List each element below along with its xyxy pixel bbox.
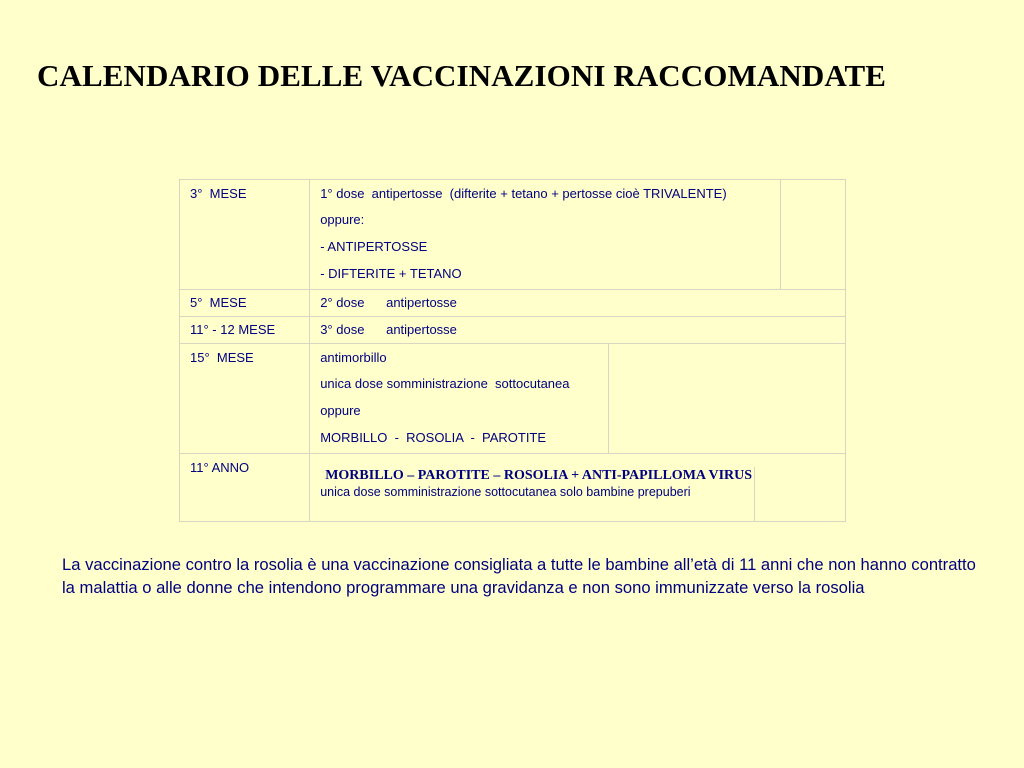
age-cell <box>180 290 310 317</box>
description-cell <box>310 180 781 290</box>
age-cell <box>180 344 310 454</box>
rubella-note: La vaccinazione contro la rosolia è una vaccinazione consigliata a tutte le bambine all’età di 11 anni che non hanno contratto la malattia o alle donne che intendono programmare una gravidanza e non sono immunizzate verso la rosolia <box>62 555 976 597</box>
slide-title: CALENDARIO DELLE VACCINAZIONI RACCOMANDATE <box>37 58 887 93</box>
description-line: unica dose somministrazione sottocutanea solo bambine prepuberi <box>320 485 691 499</box>
age-label: 11° - 12 MESE <box>190 322 276 337</box>
description-line: oppure <box>320 403 361 418</box>
age-label: 5° MESE <box>190 295 247 310</box>
age-cell <box>180 317 310 344</box>
description-cell <box>310 454 846 522</box>
age-label: 3° MESE <box>190 186 247 201</box>
table-row <box>180 454 846 522</box>
empty-cell <box>780 180 845 290</box>
age-cell <box>180 454 310 522</box>
description-line: MORBILLO - ROSOLIA - PAROTITE <box>320 430 547 445</box>
age-label: 11° ANNO <box>190 460 250 475</box>
description-line: 2° dose antipertosse <box>320 295 457 310</box>
age-cell <box>180 180 310 290</box>
description-line: - ANTIPERTOSSE <box>320 239 428 254</box>
description-line: unica dose somministrazione sottocutanea <box>320 376 570 391</box>
table-row <box>180 317 846 344</box>
description-line: 1° dose antipertosse (difterite + tetano + pertosse cioè TRIVALENTE) <box>320 186 727 201</box>
description-line: antimorbillo <box>320 350 387 365</box>
age-label: 15° MESE <box>190 350 254 365</box>
table-row <box>180 180 846 290</box>
table-row <box>180 290 846 317</box>
description-cell <box>310 317 846 344</box>
description-cell <box>310 290 846 317</box>
description-line: 3° dose antipertosse <box>320 322 457 337</box>
highlight-line: MORBILLO – PAROTITE – ROSOLIA + ANTI-PAPILLOMA VIRUS <box>325 468 753 483</box>
description-cell <box>310 344 846 454</box>
table-row <box>180 344 846 454</box>
description-line: - DIFTERITE + TETANO <box>320 266 462 281</box>
vaccination-schedule-table <box>179 179 846 522</box>
description-line: oppure: <box>320 212 365 227</box>
